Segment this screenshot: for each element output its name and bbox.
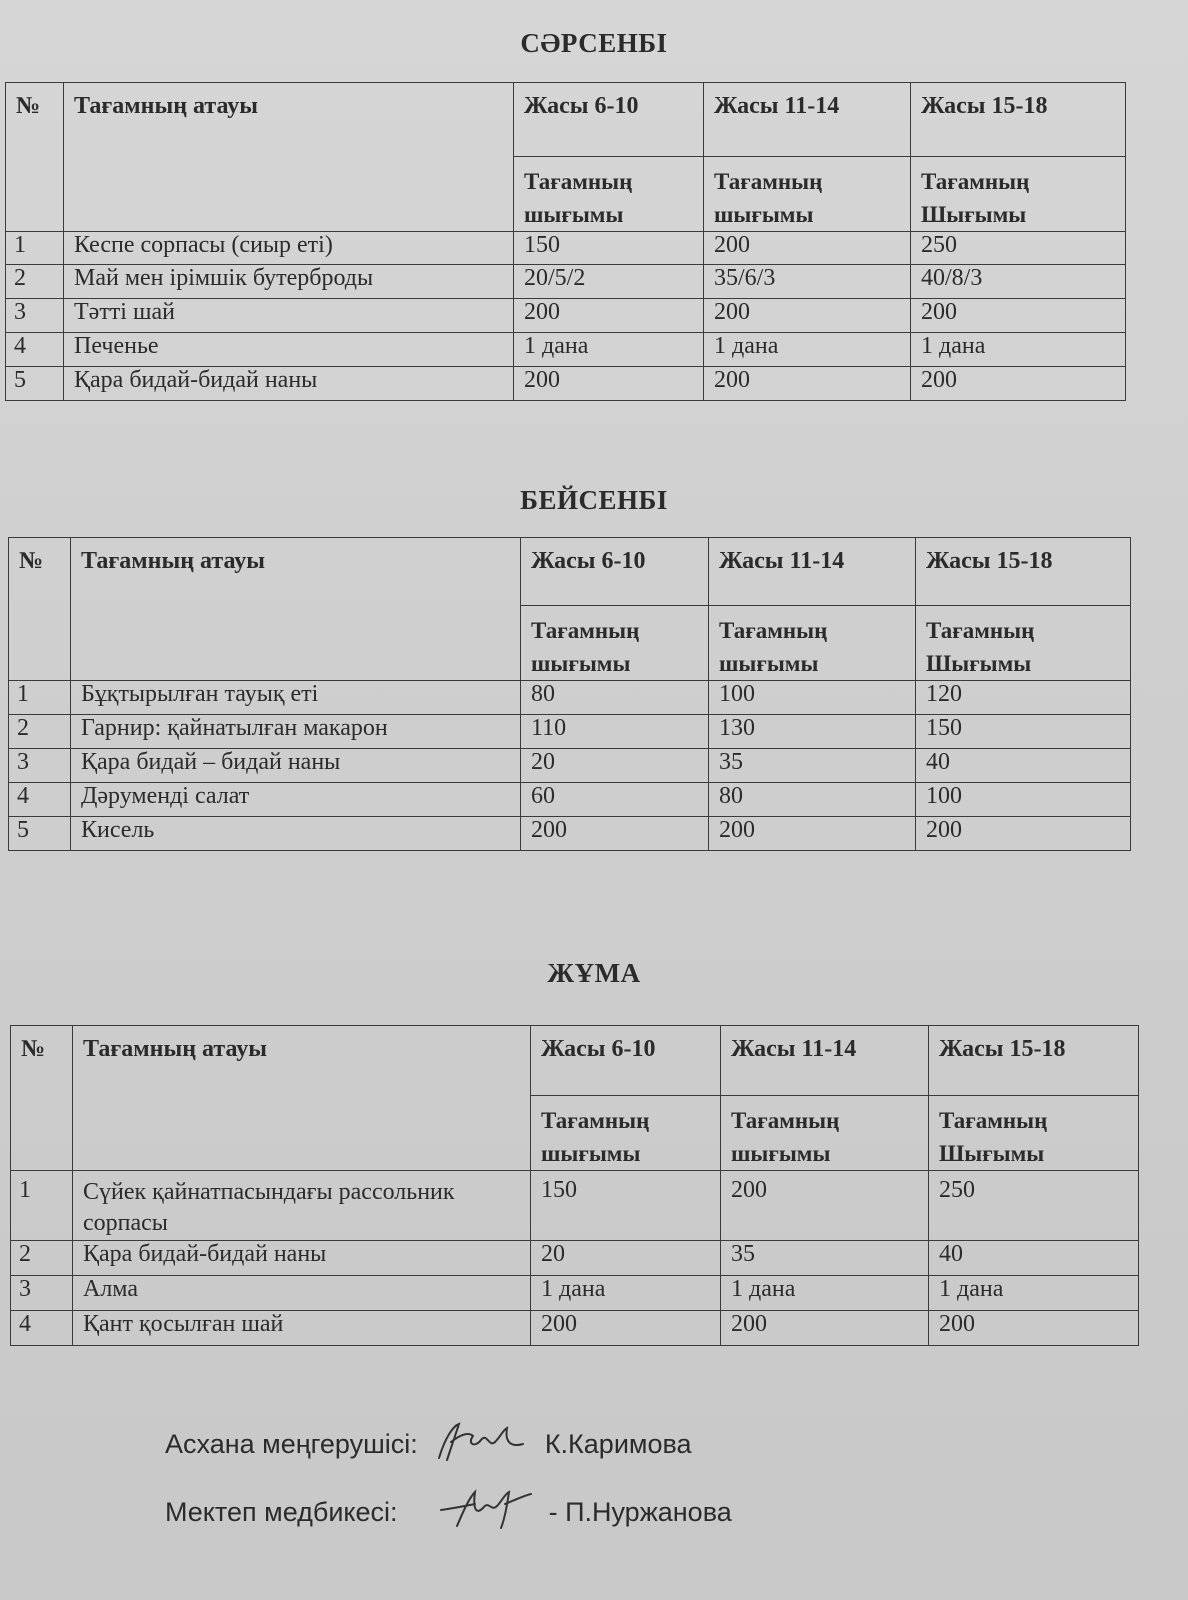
- yield-15-18: 100: [916, 783, 1131, 817]
- dish-name: Сүйек қайнатпасындағы рассольник сорпасы: [73, 1171, 531, 1241]
- dish-name: Дәруменді салат: [71, 783, 521, 817]
- yield-header: Тағамның Шығымы: [911, 157, 1126, 232]
- dish-name: Қара бидай – бидай наны: [71, 749, 521, 783]
- yield-6-10: 1 дана: [531, 1276, 721, 1311]
- num-header: №: [9, 538, 71, 681]
- day-title-wednesday: СӘРСЕНБІ: [520, 28, 668, 58]
- yield-6-10: 1 дана: [514, 333, 704, 367]
- age-header-11-14: Жасы 11-14: [721, 1026, 929, 1096]
- dish-name: Кеспе сорпасы (сиыр еті): [64, 232, 514, 265]
- yield-15-18: 200: [911, 367, 1126, 401]
- yield-11-14: 200: [704, 232, 911, 265]
- row-number: 2: [6, 265, 64, 299]
- yield-15-18: 40/8/3: [911, 265, 1126, 299]
- row-number: 5: [6, 367, 64, 401]
- yield-6-10: 200: [514, 367, 704, 401]
- signature-line-school-nurse: [165, 1486, 732, 1541]
- yield-11-14: 130: [709, 715, 916, 749]
- row-number: 1: [6, 232, 64, 265]
- menu-table-friday: [10, 1025, 1139, 1346]
- day-title-friday: ЖҰМА: [547, 958, 641, 988]
- row-number: 1: [11, 1171, 73, 1241]
- age-header-11-14: Жасы 11-14: [704, 83, 911, 157]
- num-header: №: [11, 1026, 73, 1171]
- yield-11-14: 200: [721, 1171, 929, 1241]
- yield-header: Тағамның шығымы: [514, 157, 704, 232]
- menu-table-wednesday: [5, 82, 1126, 401]
- yield-11-14: 1 дана: [704, 333, 911, 367]
- menu-table-thursday: [8, 537, 1131, 851]
- dish-name: Бұқтырылған тауық еті: [71, 681, 521, 715]
- dish-header: Тағамның атауы: [64, 83, 514, 232]
- yield-header: Тағамның Шығымы: [916, 606, 1131, 681]
- yield-header: Тағамның шығымы: [721, 1096, 929, 1171]
- table-row: [11, 1311, 1139, 1346]
- yield-6-10: 150: [531, 1171, 721, 1241]
- yield-11-14: 1 дана: [721, 1276, 929, 1311]
- table-row: [6, 232, 1126, 265]
- signature-line-canteen-head: [165, 1418, 692, 1473]
- age-header-15-18: Жасы 15-18: [911, 83, 1126, 157]
- yield-11-14: 200: [704, 299, 911, 333]
- dish-name: Гарнир: қайнатылған макарон: [71, 715, 521, 749]
- signature-name: К.Каримова: [544, 1428, 692, 1459]
- row-number: 2: [11, 1241, 73, 1276]
- row-number: 1: [9, 681, 71, 715]
- table-row: [6, 367, 1126, 401]
- table-row: [6, 333, 1126, 367]
- row-number: 4: [11, 1311, 73, 1346]
- table-row: [9, 783, 1131, 817]
- handwritten-signature-icon: [435, 1486, 535, 1541]
- yield-header: Тағамның шығымы: [521, 606, 709, 681]
- row-number: 3: [11, 1276, 73, 1311]
- dish-name: Кисель: [71, 817, 521, 851]
- yield-6-10: 60: [521, 783, 709, 817]
- row-number: 4: [9, 783, 71, 817]
- dish-name: Қант қосылған шай: [73, 1311, 531, 1346]
- yield-header: Тағамның шығымы: [709, 606, 916, 681]
- row-number: 3: [9, 749, 71, 783]
- table-row: [9, 681, 1131, 715]
- row-number: 3: [6, 299, 64, 333]
- age-header-6-10: Жасы 6-10: [514, 83, 704, 157]
- yield-header: Тағамның шығымы: [531, 1096, 721, 1171]
- table-row: [6, 265, 1126, 299]
- table-row: [9, 749, 1131, 783]
- yield-15-18: 40: [916, 749, 1131, 783]
- yield-15-18: 250: [911, 232, 1126, 265]
- handwritten-signature-icon: [431, 1418, 531, 1473]
- row-number: 2: [9, 715, 71, 749]
- yield-11-14: 35/6/3: [704, 265, 911, 299]
- signature-name: - П.Нуржанова: [548, 1496, 732, 1527]
- age-header-11-14: Жасы 11-14: [709, 538, 916, 606]
- yield-6-10: 200: [531, 1311, 721, 1346]
- yield-6-10: 150: [514, 232, 704, 265]
- num-header: №: [6, 83, 64, 232]
- yield-15-18: 40: [929, 1241, 1139, 1276]
- dish-name: Қара бидай-бидай наны: [73, 1241, 531, 1276]
- dish-name: Печенье: [64, 333, 514, 367]
- yield-15-18: 200: [911, 299, 1126, 333]
- yield-15-18: 250: [929, 1171, 1139, 1241]
- yield-11-14: 100: [709, 681, 916, 715]
- yield-11-14: 200: [721, 1311, 929, 1346]
- yield-11-14: 200: [704, 367, 911, 401]
- header-row: [6, 83, 1126, 157]
- yield-6-10: 110: [521, 715, 709, 749]
- day-title-thursday: БЕЙСЕНБІ: [520, 485, 668, 515]
- dish-name: Қара бидай-бидай наны: [64, 367, 514, 401]
- yield-6-10: 20: [531, 1241, 721, 1276]
- table-row: [11, 1241, 1139, 1276]
- dish-name: Май мен ірімшік бутерброды: [64, 265, 514, 299]
- yield-15-18: 1 дана: [929, 1276, 1139, 1311]
- yield-15-18: 200: [916, 817, 1131, 851]
- yield-15-18: 150: [916, 715, 1131, 749]
- age-header-6-10: Жасы 6-10: [521, 538, 709, 606]
- header-row: [11, 1026, 1139, 1096]
- age-header-15-18: Жасы 15-18: [929, 1026, 1139, 1096]
- yield-header: Тағамның шығымы: [704, 157, 911, 232]
- dish-header: Тағамның атауы: [71, 538, 521, 681]
- yield-header: Тағамның Шығымы: [929, 1096, 1139, 1171]
- yield-6-10: 20: [521, 749, 709, 783]
- row-number: 5: [9, 817, 71, 851]
- dish-name: Алма: [73, 1276, 531, 1311]
- yield-11-14: 35: [709, 749, 916, 783]
- signature-label: Асхана меңгерушісі:: [165, 1428, 418, 1459]
- age-header-15-18: Жасы 15-18: [916, 538, 1131, 606]
- dish-header: Тағамның атауы: [73, 1026, 531, 1171]
- table-row: [9, 817, 1131, 851]
- yield-6-10: 20/5/2: [514, 265, 704, 299]
- table-row: [11, 1276, 1139, 1311]
- yield-15-18: 1 дана: [911, 333, 1126, 367]
- table-row: [9, 715, 1131, 749]
- age-header-6-10: Жасы 6-10: [531, 1026, 721, 1096]
- row-number: 4: [6, 333, 64, 367]
- yield-15-18: 200: [929, 1311, 1139, 1346]
- dish-name: Тәтті шай: [64, 299, 514, 333]
- table-row: [6, 299, 1126, 333]
- yield-6-10: 200: [514, 299, 704, 333]
- yield-15-18: 120: [916, 681, 1131, 715]
- yield-11-14: 200: [709, 817, 916, 851]
- header-row: [9, 538, 1131, 606]
- yield-11-14: 80: [709, 783, 916, 817]
- signature-label: Мектеп медбикесі:: [165, 1496, 398, 1527]
- yield-11-14: 35: [721, 1241, 929, 1276]
- table-row: [11, 1171, 1139, 1241]
- yield-6-10: 200: [521, 817, 709, 851]
- yield-6-10: 80: [521, 681, 709, 715]
